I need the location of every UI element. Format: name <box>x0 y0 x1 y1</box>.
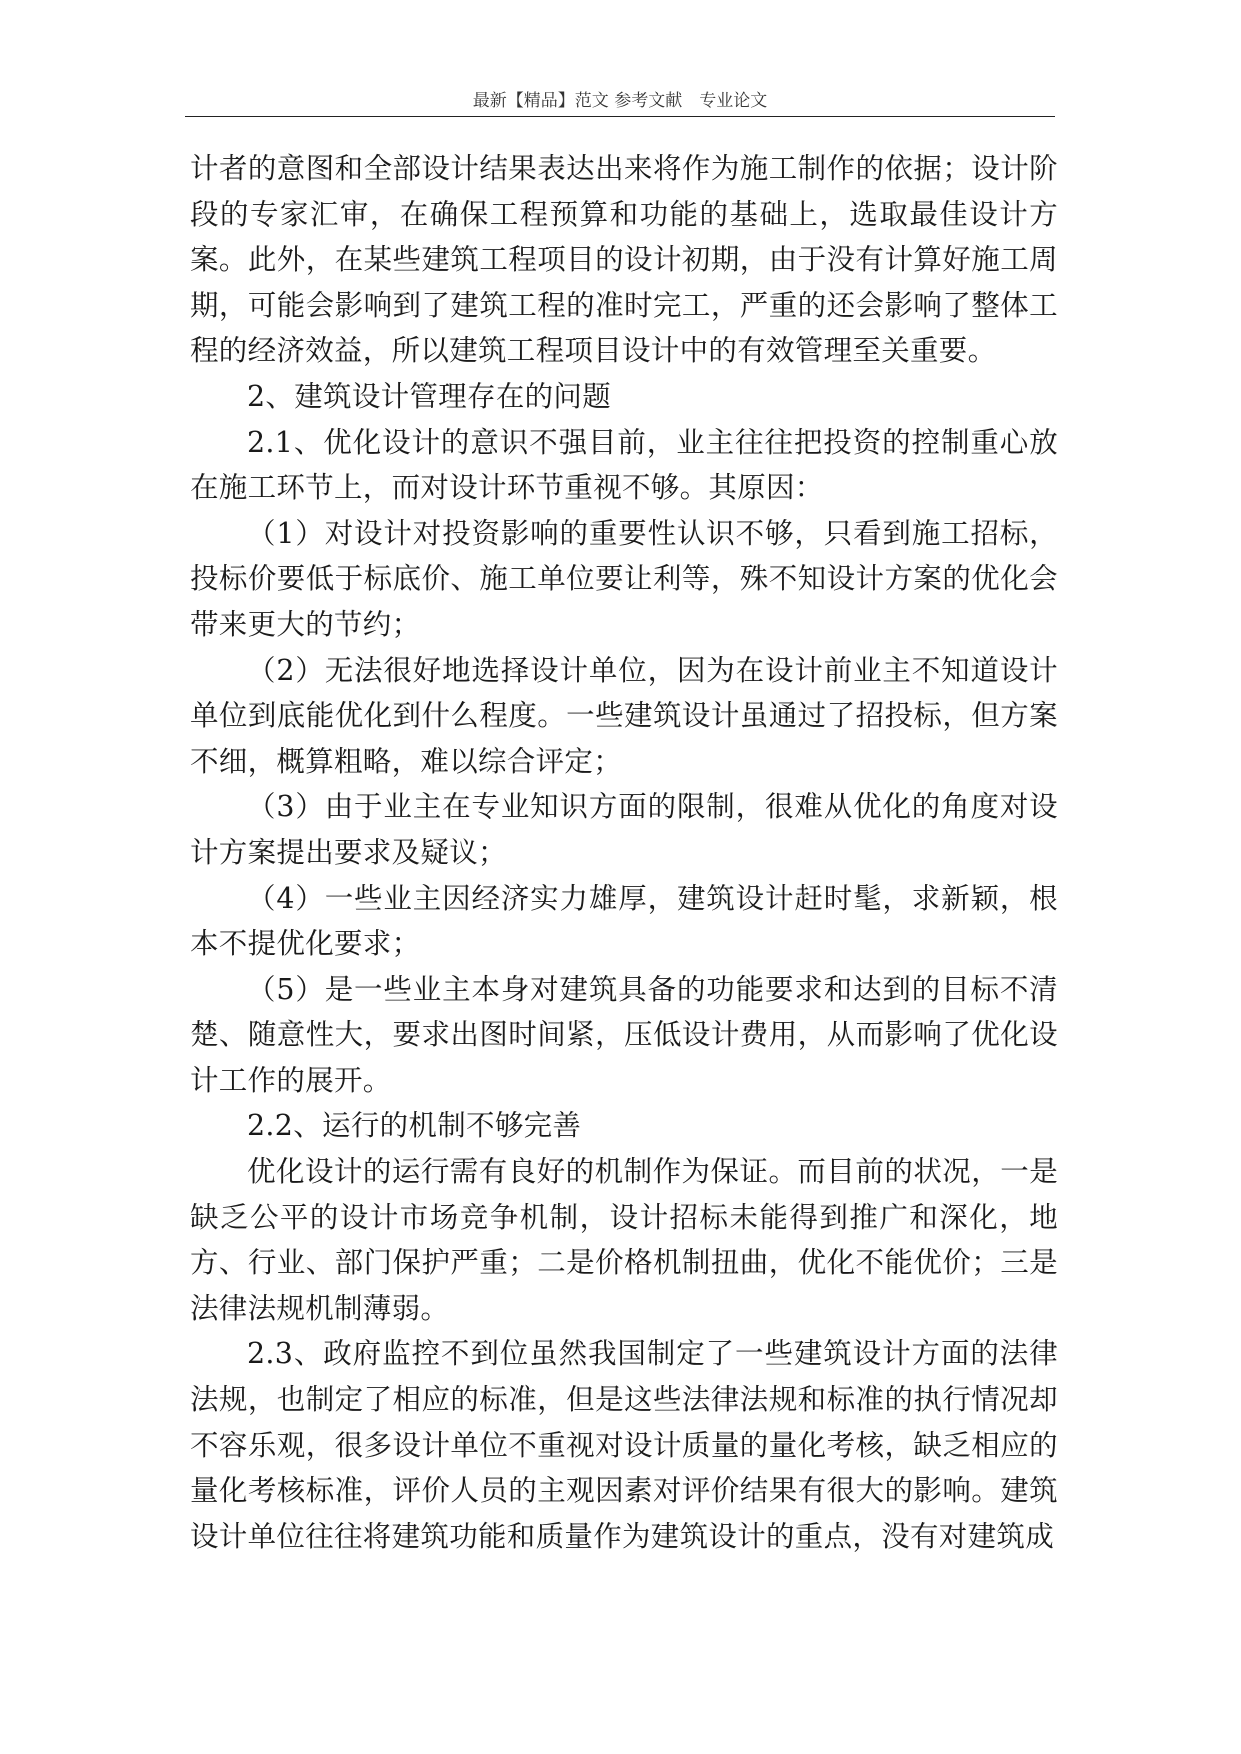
subsection-2-3: 2.3、政府监控不到位虽然我国制定了一些建筑设计方面的法律法规，也制定了相应的标准，但是这些法律法规和标准的执行情况却不容乐观，很多设计单位不重视对设计质量的量化考核，缺乏相应的量化考核标准，评价人员的主观因素对评价结果有很大的影响。建筑设计单位往往将建筑功能和质量作为建筑设计的重点，没有对建筑成 <box>190 1337 1058 1553</box>
document-body <box>190 146 1058 1559</box>
list-item-4: （4）一些业主因经济实力雄厚，建筑设计赶时髦，求新颖，根本不提优化要求； <box>190 881 1058 961</box>
list-item-2: （2）无法很好地选择设计单位，因为在设计前业主不知道设计单位到底能优化到什么程度。一些建筑设计虽通过了招投标，但方案不细，概算粗略，难以综合评定； <box>190 653 1058 778</box>
list-item-1: （1）对设计对投资影响的重要性认识不够，只看到施工招标，投标价要低于标底价、施工单位要让利等，殊不知设计方案的优化会带来更大的节约； <box>190 516 1058 641</box>
subsection-2-1: 2.1、优化设计的意识不强目前，业主往往把投资的控制重心放在施工环节上，而对设计环节重视不够。其原因： <box>190 425 1058 505</box>
section-heading-2: 2、建筑设计管理存在的问题 <box>247 379 612 413</box>
subsection-2-2: 2.2、运行的机制不够完善 <box>247 1109 582 1143</box>
list-item-5: （5）是一些业主本身对建筑具备的功能要求和达到的目标不清楚、随意性大，要求出图时间紧，压低设计费用，从而影响了优化设计工作的展开。 <box>190 972 1058 1097</box>
list-item-3: （3）由于业主在专业知识方面的限制，很难从优化的角度对设计方案提出要求及疑议； <box>190 790 1058 869</box>
header-divider <box>185 116 1055 117</box>
paragraph-mechanism: 优化设计的运行需有良好的机制作为保证。而目前的状况，一是缺乏公平的设计市场竞争机制，设计招标未能得到推广和深化，地方、行业、部门保护严重；二是价格机制扭曲，优化不能优价；三是法律法规机制薄弱。 <box>190 1155 1058 1325</box>
paragraph-continuation: 计者的意图和全部设计结果表达出来将作为施工制作的依据；设计阶段的专家汇审，在确保工程预算和功能的基础上，选取最佳设计方案。此外，在某些建筑工程项目的设计初期，由于没有计算好施工周期，可能会影响到了建筑工程的准时完工，严重的还会影响了整体工程的经济效益，所以建筑工程项目设计中的有效管理至关重要。 <box>190 152 1058 368</box>
page-header: 最新【精品】范文 参考文献 专业论文 <box>472 91 768 111</box>
